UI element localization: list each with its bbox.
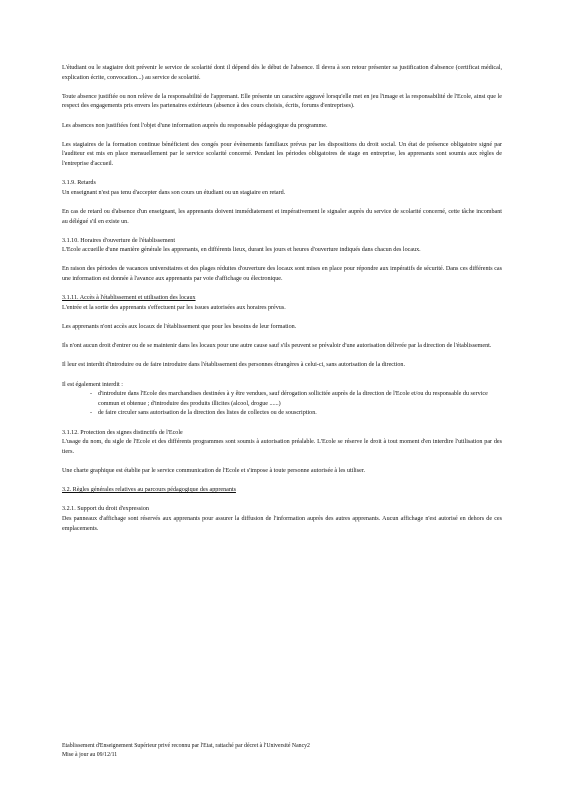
paragraph: Il est également interdit : [62,381,123,388]
section-heading-3-1-11: 3.1.11. Accès à l'établissement et utilisation des locaux [62,295,196,302]
page-footer [62,742,502,759]
paragraph: En raison des périodes de vacances universitaires et des plages réduites d'ouverture des locaux sont mises en place pour répondre aux impératifs de sécurité. Dans ces différents cas une information est donnée à l'avance aux apprenants par voie d'affichage ou électronique. [62,266,502,283]
footer-line: Etablissement d'Enseignement Supérieur privé reconnu par l'Etat, rattaché par décret à l'Université Nancy2 [62,743,310,749]
document-body [62,64,502,544]
paragraph: En cas de retard ou d'absence d'un enseignant, les apprenants doivent immédiatement et impérativement le signaler auprès du service de scolarité concerné, cette tâche incombant au délégué s'il en existe un. [62,208,502,225]
paragraph: Un enseignant n'est pas tenu d'accepter dans son cours un étudiant ou un stagiaire en retard. [62,189,286,196]
section-heading-3-2: 3.2. Règles générales relatives au parcours pédagogique des apprenants [62,487,236,494]
paragraph: Les apprenants n'ont accès aux locaux de l'établissement que pour les besoins de leur formation. [62,324,297,331]
footer-date: Mise à jour au 09/12/11 [62,751,118,758]
paragraph: Des panneaux d'affichage sont réservés aux apprenants pour assurer la diffusion de l'information auprès des autres apprenants. Aucun affichage n'est autorisé en dehors de ces emplacements. [62,515,502,532]
paragraph: Il leur est interdit d'introduire ou de faire introduire dans l'établissement des personnes étrangères à celui-ci, sans autorisation de la direction. [62,362,405,369]
paragraph: Ils n'ont aucun droit d'entrer ou de se maintenir dans les locaux pour une autre cause sauf s'ils peuvent se prévaloir d'une autorisation délivrée par la direction de l'établissement. [62,343,492,350]
prohibition-list [62,390,502,419]
list-item: - de faire circuler sans autorisation de la direction des listes de collectes ou de souscription. [98,409,502,419]
section-heading-3-2-1: 3.2.1. Support du droit d'expression [62,506,149,513]
paragraph: L'usage du nom, du sigle de l'Ecole et des différents programmes sont soumis à autorisation préalable. L'Ecole se réserve le droit à tout moment d'en interdire l'utilisation par des tiers. [62,439,502,455]
paragraph: Les absences non justifiées font l'objet d'une information auprès du responsable pédagogique du programme. [62,122,328,129]
list-item: - d'introduire dans l'Ecole des marchandises destinées à y être vendues, sauf dérogation sollicitée auprès de la direction de l'Ecole et/ou du responsable du service commun et obtenue ; d'introduire des produits illicites (alcool, drogue ......) [98,390,502,409]
section-heading-3-1-12: 3.1.12. Protection des signes distinctifs de l'Ecole [62,429,183,436]
paragraph: Les stagiaires de la formation continue bénéficient des congés pour évènements familiaux prévus par les dispositions du droit social. Un état de présence obligatoire signé par l'auditeur est mis en place mensuellement par le service scolarité concerné. Pendant les périodes obligatoires de stage en entreprise, les apprenants sont soumis aux règles de l'entreprise d'accueil. [62,141,502,167]
paragraph: L'Ecole accueille d'une manière générale les apprenants, en différents lieux, durant les jours et heures d'ouverture indiqués dans chacun des locaux. [62,247,421,254]
section-heading-3-1-10: 3.1.10. Horaires d'ouverture de l'établissement [62,237,176,244]
paragraph: L'étudiant ou le stagiaire doit prévenir le service de scolarité dont il dépend dès le début de l'absence. Il devra à son retour présenter sa justification d'absence (certificat médical, explication écrite, convocation...) au service de scolarité. [62,65,502,81]
section-heading-3-1-9: 3.1.9. Retards [62,180,96,187]
paragraph: Toute absence justifiée ou non relève de la responsabilité de l'apprenant. Elle présente un caractère aggravé lorsqu'elle met en jeu l'image et la responsabilité de l'Ecole, ainsi que le respect des engagements pris envers les partenaires extérieurs (absence à des cours choisis, écrits, forums d'entreprises). [62,93,502,110]
paragraph: Une charte graphique est établie par le service communication de l'Ecole et s'impose à toute personne autorisée à les utiliser. [62,467,366,474]
paragraph: L'entrée et la sortie des apprenants s'effectuent par les issues autorisées aux horaires prévus. [62,304,286,311]
